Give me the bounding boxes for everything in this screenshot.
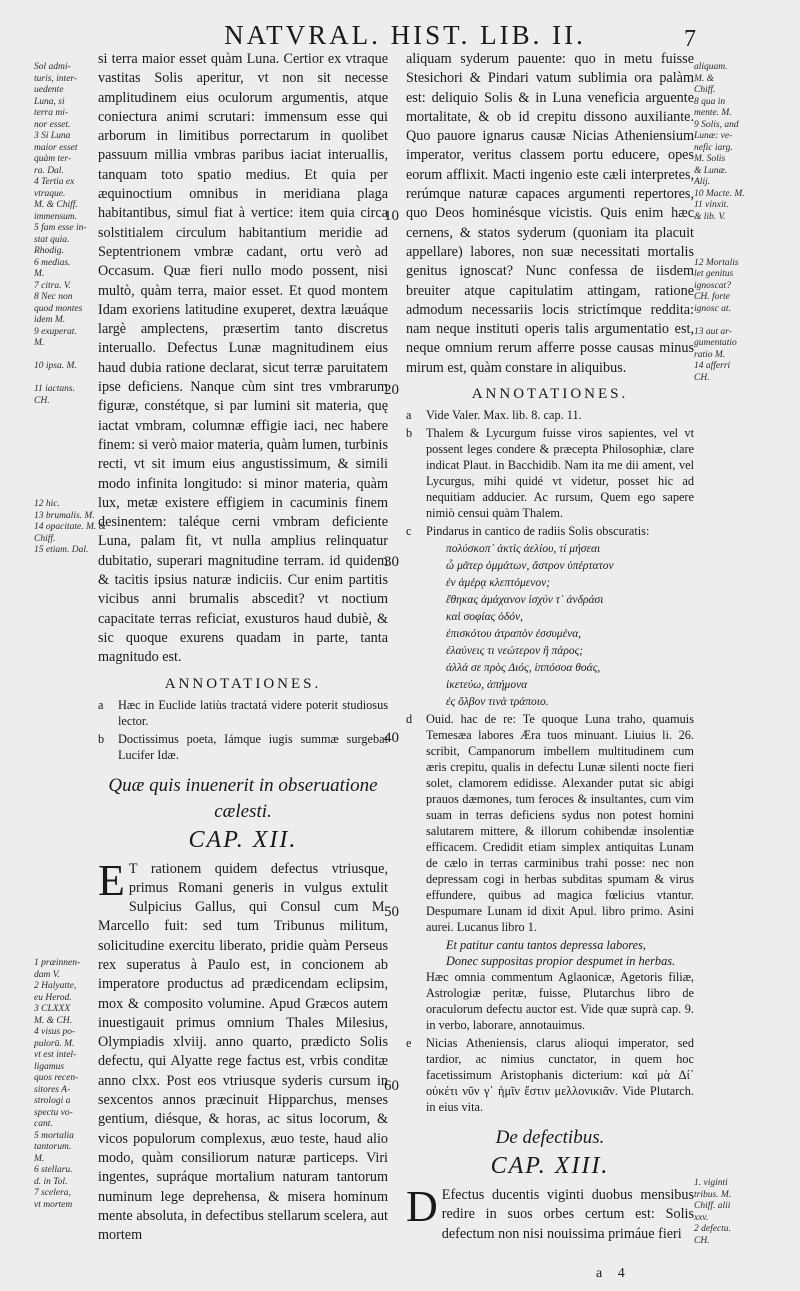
- chapter-text: [98, 855, 388, 1246]
- line-number-20: 20: [384, 382, 399, 398]
- chapter-text: [406, 1182, 694, 1244]
- verse-line: Et patitur cantu tantos depressa labores,: [446, 938, 646, 953]
- annotation-text: Doctissimus poeta, Iámque iugis summæ surgebat Lucifer Idæ.: [118, 731, 388, 762]
- greek-line: ὦ μᾶτερ ὀμμάτων, ἄστρον ὑπέρτατον: [446, 560, 614, 573]
- annotation-item: [406, 407, 694, 423]
- annotation-text: Vide Valer. Max. lib. 8. cap. 11.: [426, 408, 582, 423]
- chapter-heading: CAP. XIII.: [490, 1153, 610, 1180]
- left-margin-notes-lower: 1 præinnen- dam V. 2 Halyatte, eu Herod. 3 CLXXX M. & CH. 4 visus po- pulorū. M. vt est intel- ligamus quos recen- sitores A- strologi a spectu vo- cant. 5 mortalia tantorum. M. 6 stellaru. d. in Tol. 7 scelera, vt mortem: [34, 958, 81, 1210]
- chapter-body: Efectus ducentis viginti duobus mensibus redire in suos orbes certum est: Solis defectum non nisi nouissima primáue fieri: [441, 1187, 694, 1242]
- annotation-key: c: [406, 524, 412, 539]
- chapter-body: T rationem quidem defectus vtriusque, primus Romani generis in vulgus extulit Sulpicius Gallus, qui Consul cum M. Marcello fuit: sed tum Tribunus militum, solicitudine exercitu liberato, pridie quàm Perseus rex superatus à Paulo est, in concionem ab imperatore productus ad prædicendam eclipsim, mox & composito volumine. Apud Græcos autem inuestigauit primus omnium Thales Milesius, Olympiadis xlviij. anno quarto, prædicto Solis defectu, qui Alyatte rege factus est, vrbis conditæ anno clxx. Post eos vtriusque syderis cursum in sexcentos annos præcinuit Hipparchus, menses gentium, diésque, & horas, ac situs locorum, & vicos populorum complexus, æuo teste, haud alio modo, quàm consiliorum naturæ particeps. Viri ingentes, supráque mortalium naturam tantorum numinum lege deprehensa, & misera hominum mente absoluta, in defectibus stellarum scelera, aut mortem: [98, 860, 388, 1244]
- annotation-text: Pindarus in cantico de radiis Solis obscuratis:: [426, 524, 650, 539]
- annotation-text: Ouid. hac de re: Te quoque Luna traho, quamuis Temesæa labores Æra tuos minuant. Liuius li. 26. scribit, Campanorum imbellem multitudinem cum æris crepitu, qualis in defectu Lunæ silenti nocte fieri solet, clamorem edidisse. Alexander putat sic abigi prauos dæmones, tum feroces & insultantes, cum vim suam in terras deficiens sydus non potest homini salutarem mittere, & illorum cohibendæ insolentiæ efficacem. Credidit etiam simplex antiquitas Lunam de cælo in terras carminibus trahi posse: nec non depressam cogi in herbas subditas spumam & virus effundere, quibus ad magica fœlicius vtantur. Despumare Lunam id dixit Apul. libro primo. Asini aurei. Lucanus libro 1.: [426, 712, 694, 935]
- greek-line: ἐν ἁμέρᾳ κλεπτόμενον;: [446, 577, 551, 590]
- annotation-text: Thalem & Lycurgum fuisse viros sapientes, vel vt possent leges condere & præcepta Philosophiæ, clare indicat Plaut. in Bacchidib. Nam ita me dii ament, vel Lycurgus, mihi quidé vt videtur, posset hic ad nequitiam adducier. Ac rursum, Quem ego sapere nimiò censui quàm Thalem.: [426, 426, 694, 521]
- annotation-continuation: [406, 969, 694, 1033]
- running-head: NATVRAL. HIST. LIB. II.: [224, 20, 586, 50]
- left-margin-notes: Sol admi- turis, inter- uedente Luna, si terra mi- nor esset. 3 Si Luna maior esset quàm ter- ra. Dal. 4 Tertia ex vtraque. M. & Chiff. immensum. 5 fam esse in- stat quia. Rhodig. 6 medias. M. 7 citra. V. 8 Nec non quod montes idem M. 9 exuperat. M. 10 ipsa. M. 11 iactans. CH. 12 hic. 13 brumalis. M. 14 opacitate. M. & Chiff. 15 etiam. Dal.: [34, 62, 107, 555]
- right-body-text: aliquam syderum pauente: quo in metu fuisse Stesichori & Pindari vatum sublimia ora palàm est: deliquio Solis & in Luna veneficia arguente mortalitate, & ob id crepitu dissono auxiliante. Quo pauore ignarus causæ Nicias Atheniensium imperator, veritus classem portu educere, opes eorum afflixit. Macti ingenio este cæli interpretes, rerúmque naturæ capaces argumenti repertores, quo Deos hominésque vicistis. Quis enim hæc cernens, & statos syderum (quoniam ita placuit appellare) labores, non suæ necessitati mortalis genitus ignoscat? Nunc confessa de iisdem breuiter atque capitulatim attingam, ratione admodum necessariis locis strictímque reddita: nam neque instituti operis talis argumentatio est, neque omnium rerum afferre posse causas minus mirum est, quàm constare in aliquibus.: [406, 51, 694, 376]
- annotation-item: [406, 425, 694, 521]
- annotation-item: [406, 1035, 694, 1115]
- annotation-text: Hæc omnia commentum Aglaonicæ, Agetoris filiæ, Astrologiæ peritæ, fuisse, Plutarchus libro de oraculorum defectu auctor est. Vide quæ suprà cap. 9. in verbo, laborare, annotauimus.: [426, 970, 694, 1033]
- signature-mark: a 4: [596, 1266, 631, 1281]
- section-title: De defectibus.: [495, 1127, 605, 1149]
- greek-line: ἐλαύνεις τι νεώτερον ἢ πάρος;: [446, 645, 584, 658]
- greek-verse: [406, 541, 694, 711]
- left-body-text: si terra maior esset quàm Luna. Certior ex vtraque vastitas Solis aperitur, vt non sit necesse amplitudinem eius oculorum argumentis, atque coniectura animi scrutari: immensum esse qui arborum in limitibus porrectarum in quolibet passuum millia vmbras paribus iaciat interuallis, tanquam toto spatio medius. Et quia per æquinoctium omnibus in meridiana plaga habitantibus, simul fiat à vertice: item quia circa solstitialem circulum habitantium meridie ad Septentrionem vmbræ cadant, ortu verò ad Occasum. Quæ fieri nullo modo possent, nisi multò, quàm terra, maior esset. Et quod montem Idam exoriens latitudine exuperet, dextra læuáque largè amplectens, præsertim tanto discretus interuallo. Defectus Lunæ magnitudinem eius haud dubia ratione declarat, sicut terræ paruitatem ipse deficiens. Nanque cùm sint tres vmbrarum figuræ, constétque, si par lumini sit materia, quę iactat vmbram, columnæ effigie iaci, nec habere finem: si verò maior materia, quàm lumen, turbinis recti, vt sit imum eius angustissimum, & simili modo infinita longitudo: si minor materia, quàm lux, metæ existere effigiem in cacuminis finem desinentem: taléque cerni vmbram deficiente Luna, palam fit, vt nulla amplius relinquatur dubitatio, superari magnitudine terram. id quidem & tacitis ipsius naturæ indiciis. Cur enim partitis vicibus anni brumalis abscedit? vt noctium capacitate terras reficiat, exusturos haud dubiè, & sic quoque exurens quadam in parte, tanta magnitudo est.: [98, 51, 388, 666]
- annotation-key: e: [406, 1036, 412, 1051]
- greek-line: ἔθηκας ἀμάχανον ἰσχύν τ᾽ ἀνδράσι: [446, 594, 604, 607]
- annotation-item: [98, 697, 388, 729]
- annotation-key: d: [406, 712, 413, 727]
- line-number-60: 60: [384, 1078, 399, 1094]
- right-annotations-title: ANNOTATIONES.: [471, 386, 629, 403]
- page-number: 7: [684, 26, 696, 52]
- annotation-item: [406, 711, 694, 935]
- line-number-30: 30: [384, 554, 399, 570]
- line-number-40: 40: [384, 730, 399, 746]
- greek-line: πολύσκοπ᾽ ἀκτὶς ἀελίου, τί μήσεαι: [446, 543, 601, 556]
- drop-cap: D: [406, 1182, 438, 1232]
- annotation-key: a: [98, 697, 104, 712]
- right-margin-notes: aliquam. M. & Chiff. 8 qua in mente. M. 9 Solis, and Lunæ: ve- nefic iarg. M. Solis & Lunæ. Alij. 10 Macte. M. 11 vinxit. & lib. V. 12 Mortalis let genitus ignoscat? CH. forte ignosc at. 13 aut ar- gumentatio ratio M. 14 afferri CH.: [694, 62, 745, 383]
- annotation-item: [406, 523, 694, 539]
- greek-line: ἱκετεύω, ἀπήμονα: [446, 679, 528, 692]
- annotation-text: Hæc in Euclide latiùs tractatá videre poterit studiosus lector.: [118, 697, 388, 728]
- chapter-heading: CAP. XII.: [188, 826, 298, 853]
- left-column: [98, 50, 388, 1245]
- left-annotations-title: ANNOTATIONES.: [164, 675, 322, 692]
- line-number-10: 10: [384, 208, 399, 224]
- section-title: Quæ quis inuenerit in obseruatione cælesti.: [108, 774, 378, 822]
- greek-line: ἐς ὄλβον τινὰ τράποιο.: [446, 696, 549, 709]
- line-number-50: 50: [384, 904, 399, 920]
- annotation-key: b: [406, 426, 413, 441]
- annotation-key: b: [98, 731, 105, 746]
- verse-line: Donec suppositas propior despumet in herbas.: [446, 954, 676, 969]
- drop-cap: E: [98, 855, 125, 905]
- annotation-text: Nicias Atheniensis, clarus alioqui imperator, sed tardior, ac nimius cunctator, in quem hoc facetissimum Aristophanis dicterium: καὶ μὰ Δί᾽ οὐκέτι νῦν γ᾽ ἡμῖν ἔστιν μελλονικιᾶν. Vide Plutarch. in eius vita.: [426, 1036, 694, 1115]
- annotation-item: [98, 731, 388, 763]
- right-column: [406, 50, 694, 1244]
- greek-line: ἀλλά σε πρὸς Διός, ἱππόσοα θοάς,: [446, 662, 601, 675]
- right-margin-notes-lower: 1. viginti tribus. M. Chiff. alii xxv. 2 defectu. CH.: [694, 1178, 732, 1246]
- greek-line: καὶ σοφίας ὁδόν,: [446, 611, 524, 624]
- greek-line: ἐπισκότου ἀτραπὸν ἐσσυμένα,: [446, 628, 582, 641]
- annotation-key: a: [406, 408, 412, 423]
